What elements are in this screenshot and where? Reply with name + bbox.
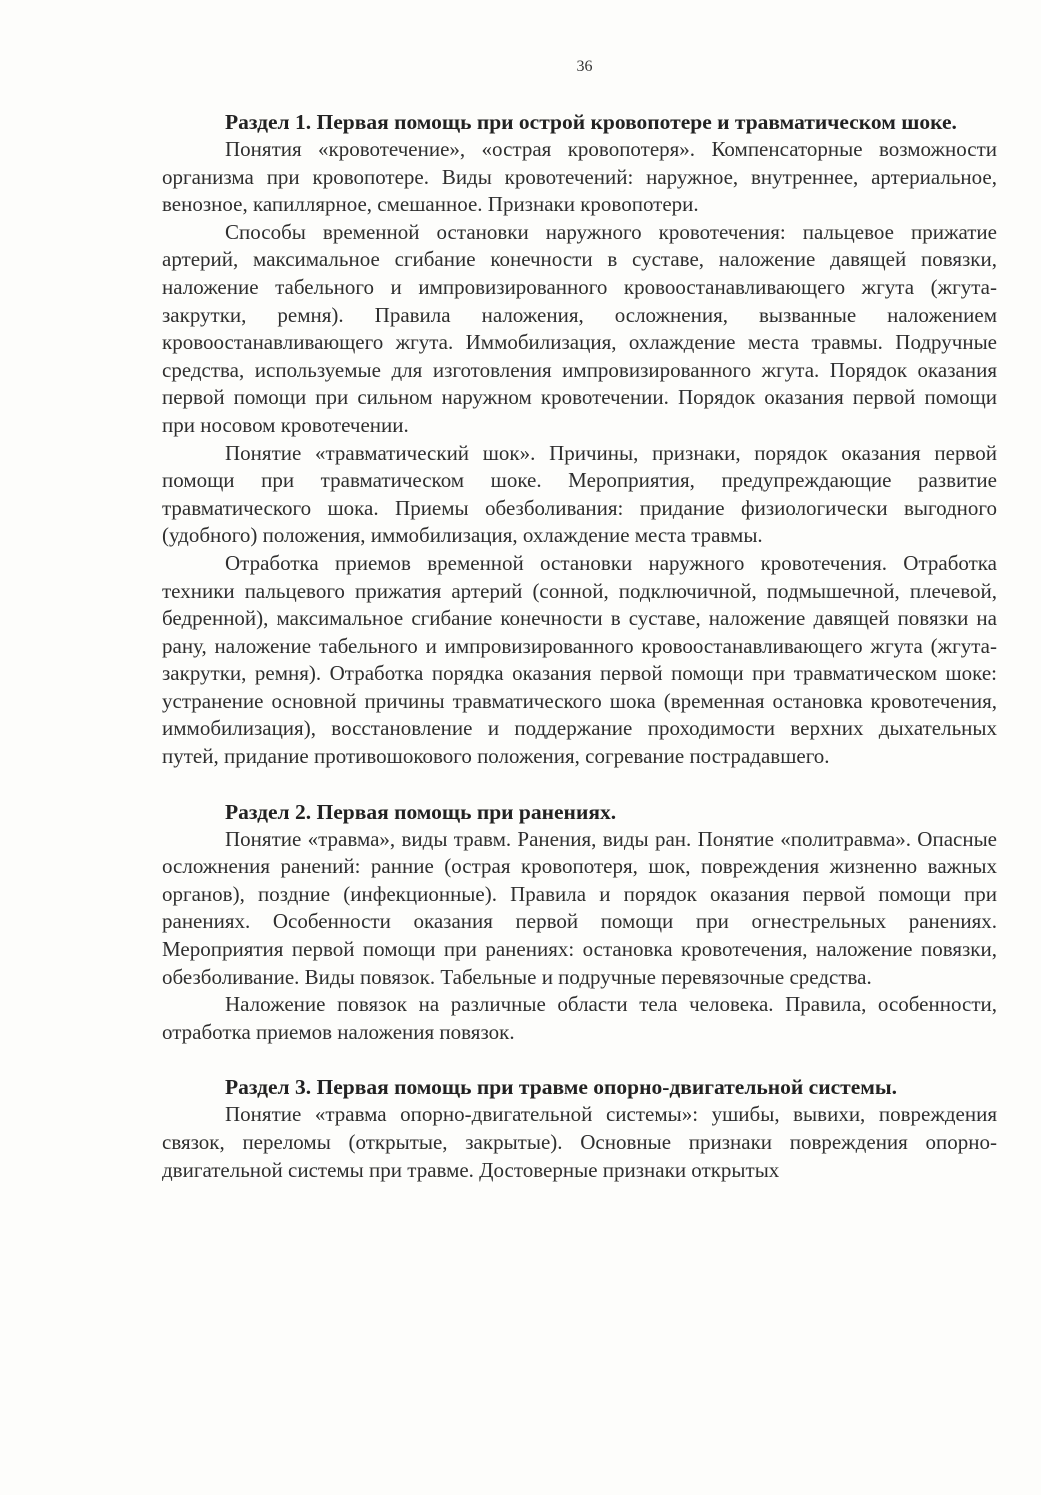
section-1 [162, 108, 997, 771]
section-heading: Раздел 3. Первая помощь при травме опорно-двигательной системы. [225, 1075, 898, 1100]
section-heading: Раздел 2. Первая помощь при ранениях. [225, 799, 617, 824]
paragraph: Способы временной остановки наружного кровотечения: пальцевое прижатие артерий, максимальное сгибание конечности в суставе, наложение давящей повязки, наложение табельного и импровизированного кровоостанавливающего жгута (жгута-закрутки, ремня). Правила наложения, осложнения, вызванные наложением кровоостанавливающего жгута. Иммобилизация, охлаждение места травмы. Подручные средства, используемые для изготовления импровизированного жгута. Порядок оказания первой помощи при сильном наружном кровотечении. Порядок оказания первой помощи при носовом кровотечении. [162, 219, 997, 437]
page-number: 36 [576, 58, 593, 75]
paragraph: Понятия «кровотечение», «острая кровопотеря». Компенсаторные возможности организма при кровопотере. Виды кровотечений: наружное, внутреннее, артериальное, венозное, капиллярное, смешанное. Признаки кровопотери. [162, 137, 997, 217]
paragraph: Понятие «травматический шок». Причины, признаки, порядок оказания первой помощи при травматическом шоке. Мероприятия, предупреждающие развитие травматического шока. Приемы обезболивания: придание физиологически выгодного (удобного) положения, иммобилизация, охлаждение места травмы. [162, 440, 997, 548]
paragraph: Понятие «травма опорно-двигательной системы»: ушибы, вывихи, повреждения связок, переломы (открытые, закрытые). Основные признаки повреждения опорно-двигательной системы при травме. Достоверные признаки открытых [162, 1102, 997, 1182]
section-heading: Раздел 1. Первая помощь при острой кровопотере и травматическом шоке. [225, 110, 957, 134]
paragraph: Понятие «травма», виды травм. Ранения, виды ран. Понятие «политравма». Опасные осложнения ранений: ранние (острая кровопотеря, шок, повреждения жизненно важных органов), поздние (инфекционные). Правила и порядок оказания первой помощи при ранениях. Особенности оказания первой помощи при огнестрельных ранениях. Мероприятия первой помощи при ранениях: остановка кровотечения, наложение повязки, обезболивание. Виды повязок. Табельные и подручные перевязочные средства. [162, 826, 997, 989]
section-2 [162, 798, 997, 1047]
paragraph: Отработка приемов временной остановки наружного кровотечения. Отработка техники пальцевого прижатия артерий (сонной, подключичной, подмышечной, плечевой, бедренной), максимальное сгибание конечности в суставе, наложение давящей повязки на рану, наложение табельного и импровизированного кровоостанавливающего жгута (жгута-закрутки, ремня). Отработка порядка оказания первой помощи при травматическом шоке: устранение основной причины травматического шока (временная остановка кровотечения, иммобилизация), восстановление и поддержание проходимости верхних дыхательных путей, придание противошокового положения, согревание пострадавшего. [162, 550, 997, 769]
paragraph: Наложение повязок на различные области тела человека. Правила, особенности, отработка приемов наложения повязок. [162, 992, 997, 1044]
section-3 [162, 1073, 997, 1184]
